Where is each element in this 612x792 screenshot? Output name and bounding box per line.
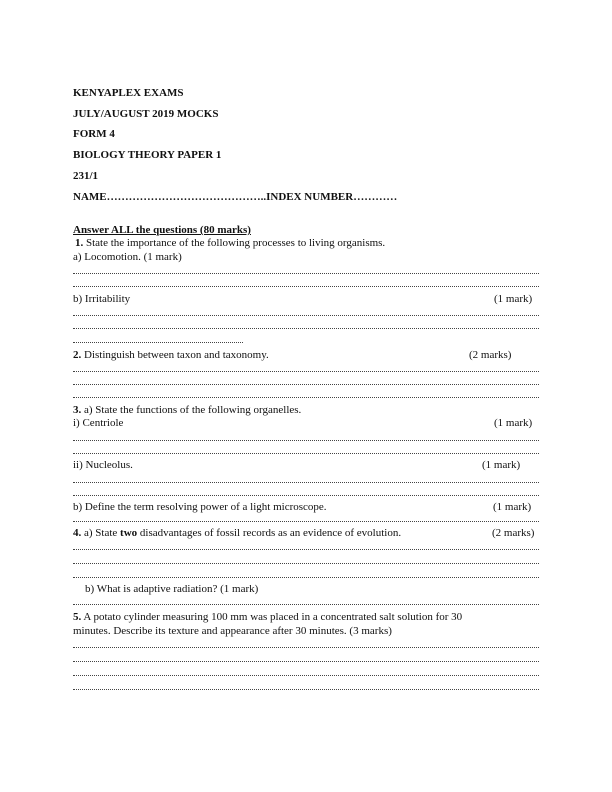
question-4: 4. a) State two disadvantages of fossil records as an evidence of evolution.	[73, 527, 402, 539]
answer-line[interactable]	[73, 604, 539, 605]
answer-line[interactable]	[73, 286, 539, 287]
question-1: 1. State the importance of the following processes to living organisms.	[75, 237, 386, 249]
answer-line[interactable]	[73, 328, 539, 329]
name-field[interactable]: ……………………………………..	[106, 191, 267, 203]
marks-label: (1 mark)	[493, 501, 532, 513]
answer-line[interactable]	[73, 661, 539, 662]
name-index-line	[73, 191, 397, 204]
name-label: NAME	[73, 191, 107, 203]
question-number: 5.	[73, 611, 82, 623]
answer-line[interactable]	[73, 482, 539, 483]
exam-title: JULY/AUGUST 2019 MOCKS	[73, 108, 219, 120]
answer-line[interactable]	[73, 495, 539, 496]
answer-line[interactable]	[73, 440, 539, 441]
answer-line[interactable]	[73, 273, 539, 274]
question-3: 3. a) State the functions of the following organelles.	[73, 404, 302, 416]
question-number: 4.	[73, 527, 82, 539]
paper-title: BIOLOGY THEORY PAPER 1	[73, 149, 222, 161]
question-3aii: ii) Nucleolus.	[73, 459, 133, 471]
answer-line[interactable]	[73, 315, 539, 316]
question-4b: b) What is adaptive radiation? (1 mark)	[85, 583, 259, 595]
instructions: Answer ALL the questions (80 marks)	[73, 224, 251, 236]
answer-line[interactable]	[73, 384, 539, 385]
marks-label: (1 mark)	[482, 459, 521, 471]
question-number: 1.	[75, 237, 84, 249]
paper-code: 231/1	[73, 170, 99, 182]
question-number: 3.	[73, 404, 82, 416]
answer-line[interactable]	[73, 689, 539, 690]
answer-line[interactable]	[73, 453, 539, 454]
answer-line[interactable]	[73, 647, 539, 648]
marks-label: (1 mark)	[494, 417, 533, 429]
answer-line[interactable]	[73, 549, 539, 550]
index-number-label: INDEX NUMBER	[266, 191, 354, 203]
answer-line[interactable]	[73, 675, 539, 676]
question-1b: b) Irritability	[73, 293, 131, 305]
question-number: 2.	[73, 349, 82, 361]
answer-line[interactable]	[73, 563, 539, 564]
question-5: 5. A potato cylinder measuring 100 mm was placed in a concentrated salt solution for 30	[73, 611, 463, 623]
school-name: KENYAPLEX EXAMS	[73, 87, 184, 99]
answer-line[interactable]	[73, 371, 539, 372]
answer-line[interactable]	[73, 397, 539, 398]
answer-line[interactable]	[73, 342, 243, 343]
marks-label: (2 marks)	[492, 527, 535, 539]
question-5-continued: minutes. Describe its texture and appearance after 30 minutes. (3 marks)	[73, 625, 392, 637]
marks-label: (2 marks)	[469, 349, 512, 361]
question-2: 2. Distinguish between taxon and taxonomy.	[73, 349, 269, 361]
form-level: FORM 4	[73, 128, 115, 140]
question-3ai: i) Centriole	[73, 417, 124, 429]
question-3b: b) Define the term resolving power of a light microscope.	[73, 501, 327, 513]
answer-line[interactable]	[73, 521, 539, 522]
question-1a: a) Locomotion. (1 mark)	[73, 251, 182, 263]
answer-line[interactable]	[73, 577, 539, 578]
index-number-field[interactable]: …………	[353, 191, 398, 203]
marks-label: (1 mark)	[494, 293, 533, 305]
